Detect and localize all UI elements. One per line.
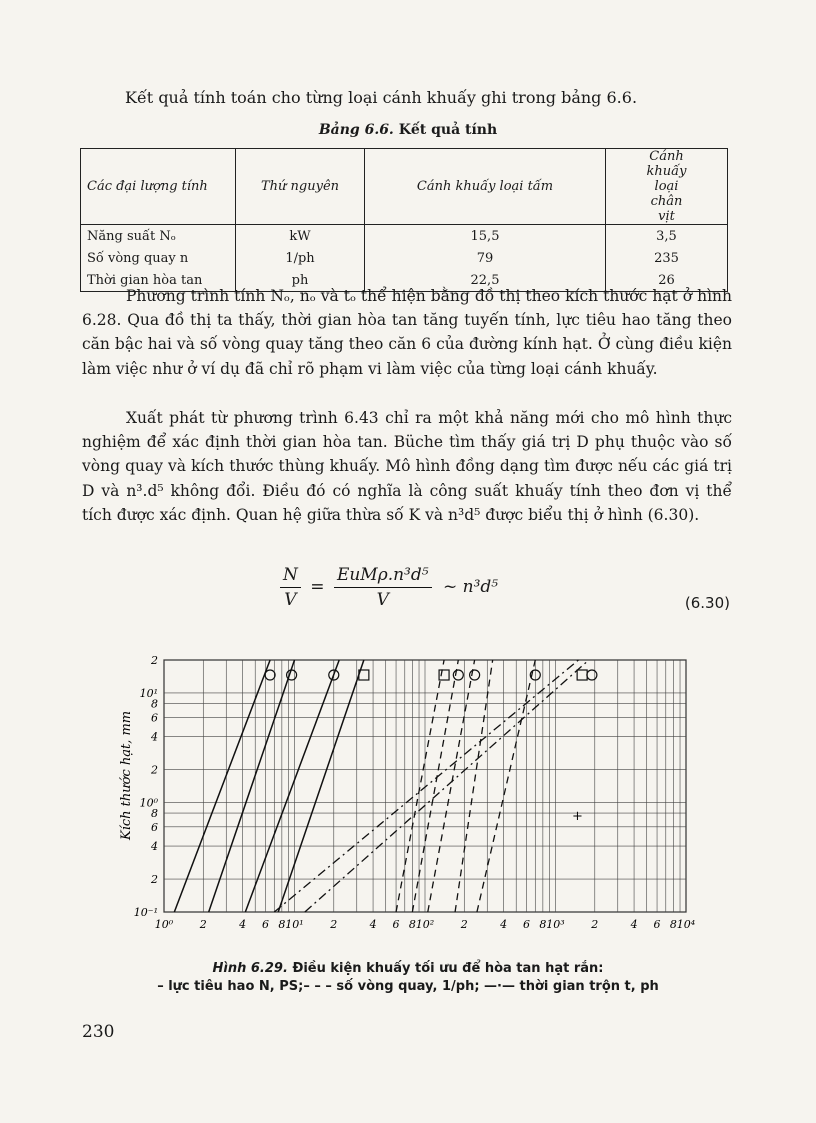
page-number: 230 — [82, 1022, 115, 1042]
table-cell: ph — [236, 269, 365, 292]
x-tick-label: 6 — [392, 918, 400, 931]
formula-lhs-num: N — [280, 565, 301, 588]
equation-number: (6.30) — [684, 594, 730, 612]
x-tick-label: 8 — [408, 918, 416, 931]
table-cell: 3,5 — [606, 225, 728, 248]
table-cell: kW — [236, 225, 365, 248]
paragraph-2 — [82, 406, 732, 527]
table-header: Các đại lượng tính — [81, 149, 236, 225]
x-tick-label: 10³ — [546, 918, 565, 931]
y-tick-label: 6 — [151, 711, 158, 725]
chart-grid — [164, 660, 686, 912]
y-axis-label: Kích thước hạt, mm — [119, 710, 134, 840]
x-tick-label: 4 — [369, 918, 377, 931]
x-tick-label: 8 — [669, 918, 677, 931]
annotation-plus: + — [572, 809, 583, 824]
figure-caption — [0, 960, 816, 996]
table-cell: Số vòng quay n — [81, 247, 236, 269]
table-cell: Năng suất Nₒ — [81, 225, 236, 248]
formula-rhs — [334, 565, 432, 610]
table-cell: 22,5 — [365, 269, 606, 292]
x-tick-label: 4 — [239, 918, 247, 931]
formula-rhs-num: EuMρ.n³d⁵ — [334, 565, 432, 588]
table-cell: 26 — [606, 269, 728, 292]
figure-caption-title: Điều kiện khuấy tối ưu để hòa tan hạt rắn: — [292, 961, 604, 976]
table-header: Cánh khuấy loại tấm — [365, 149, 606, 225]
stirrer-icon — [577, 670, 587, 680]
figure-caption-line-1 — [0, 960, 816, 978]
y-tick-label: 2 — [151, 873, 158, 887]
table-cell: 15,5 — [365, 225, 606, 248]
results-table — [80, 148, 728, 292]
x-tick-label: 2 — [199, 918, 207, 931]
formula-rhs-den: V — [376, 590, 389, 610]
table-row — [81, 225, 728, 248]
x-tick-label: 6 — [262, 918, 270, 931]
y-tick-labels — [134, 654, 159, 919]
table-cell: 235 — [606, 247, 728, 269]
table-row — [81, 247, 728, 269]
formula-lhs — [280, 565, 301, 610]
y-tick-label: 10¹ — [139, 686, 158, 700]
stirrer-icons — [265, 670, 597, 680]
stirrer-icon — [587, 670, 597, 680]
x-tick-label: 10¹ — [285, 918, 304, 931]
table-caption-title: Kết quả tính — [398, 122, 498, 138]
stirrer-icon — [453, 670, 463, 680]
x-tick-label: 8 — [539, 918, 547, 931]
particle-size-chart — [100, 640, 740, 940]
figure-caption-label: Hình 6.29. — [212, 961, 288, 976]
x-tick-label: 2 — [330, 918, 338, 931]
formula-lhs-den: V — [284, 590, 297, 610]
intro-line: Kết quả tính toán cho từng loại cánh khuấy ghi trong bảng 6.6. — [125, 88, 638, 107]
series-line — [274, 660, 578, 912]
series-line — [278, 660, 364, 912]
series-line — [305, 660, 589, 912]
paragraph-1-text: Phương trình tính Nₒ, nₒ và tₒ thể hiện bằng đồ thị theo kích thước hạt ở hình 6.28. Qua đồ thị ta thấy, thời gian hòa tan tăng tuyến tính, lực tiêu hao tăng theo căn bậc hai và số vòng quay tăng theo căn 6 của đường kính hạt. Ở cùng điều kiện làm việc như ở ví dụ đã chỉ rõ phạm vi làm việc của từng loại cánh khuấy. — [82, 287, 732, 378]
formula-6-30: $\frac{N}{V}$ = $\frac{\text{EuMρ.n³d⁵}}{V}$ ~ n³d⁵ — [280, 565, 498, 610]
stirrer-icon — [265, 670, 275, 680]
x-tick-label: 10² — [415, 918, 435, 931]
paragraph-2-text: Xuất phát từ phương trình 6.43 chỉ ra một khả năng mới cho mô hình thực nghiệm để xác định thời gian hòa tan. Büche tìm thấy giá trị D phụ thuộc vào số vòng quay và kích thước thùng khuấy. Mô hình đồng dạng tìm được nếu các giá trị D và n³.d⁵ không đổi. Điều đó có nghĩa là công suất khuấy tính theo đơn vị thể tích được xác định. Quan hệ giữa thừa số K và n³d⁵ được biểu thị ở hình (6.30). — [82, 409, 732, 524]
table-cell: 1/ph — [236, 247, 365, 269]
x-tick-label: 2 — [460, 918, 468, 931]
x-tick-label: 10⁰ — [154, 918, 174, 931]
y-tick-label: 2 — [151, 654, 158, 667]
y-tick-label: 6 — [151, 820, 158, 834]
table-cell: 79 — [365, 247, 606, 269]
table-cell: Thời gian hòa tan — [81, 269, 236, 292]
stirrer-icon — [287, 670, 297, 680]
y-tick-label: 10⁻¹ — [133, 906, 158, 919]
series-line — [396, 660, 444, 912]
table-caption — [0, 122, 816, 138]
x-tick-label: 6 — [523, 918, 531, 931]
x-tick-labels — [155, 918, 695, 931]
y-tick-label: 4 — [151, 840, 158, 854]
y-tick-label: 8 — [151, 697, 158, 711]
paragraph-1 — [82, 284, 732, 381]
table-caption-label: Bảng 6.6. — [318, 122, 394, 138]
figure-caption-legend: – lực tiêu hao N, PS;– – – số vòng quay, 1/ph; —·— thời gian trộn t, ph — [157, 979, 659, 994]
x-tick-label: 8 — [278, 918, 286, 931]
y-tick-label: 2 — [151, 763, 158, 777]
x-tick-label: 4 — [630, 918, 638, 931]
x-tick-label: 6 — [653, 918, 661, 931]
table-header: Cánh khuấy loại chân vịt — [606, 149, 728, 225]
stirrer-icon — [470, 670, 480, 680]
y-tick-label: 10⁰ — [139, 796, 158, 810]
formula-tail: ~ n³d⁵ — [442, 577, 499, 597]
x-tick-label: 10⁴ — [676, 918, 696, 931]
series-line — [245, 660, 339, 912]
y-tick-label: 8 — [151, 807, 158, 821]
table-header: Thứ nguyên — [236, 149, 365, 225]
y-tick-label: 4 — [151, 730, 158, 744]
x-tick-label: 2 — [591, 918, 599, 931]
x-tick-label: 4 — [500, 918, 508, 931]
